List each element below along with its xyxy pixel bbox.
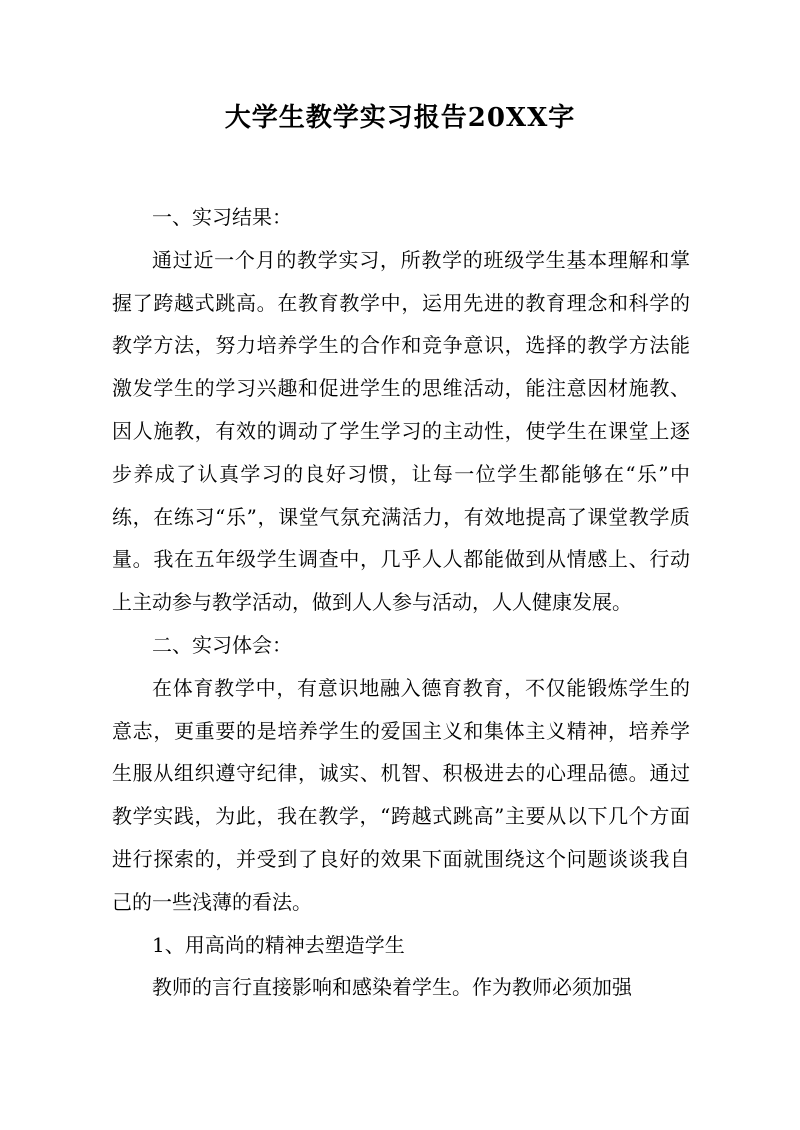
section-heading-reflections: 二、实习体会：	[152, 632, 292, 657]
reflections-paragraph: 在体育教学中，有意识地融入德育教育，不仅能锻炼学生的意志，更重要的是培养学生的爱国主义和集体主义精神，培养学生服从组织遵守纪律，诚实、机智、积极进去的心理品德。通过教学实践，为此，我在教学，“跨越式跳高”主要从以下几个方面进行探索的，并受到了良好的效果下面就围绕这个问题谈谈我自己的一些浅薄的看法。	[112, 675, 690, 914]
results-paragraph: 通过近一个月的教学实习，所教学的班级学生基本理解和掌握了跨越式跳高。在教育教学中，运用先进的教育理念和科学的教学方法，努力培养学生的合作和竞争意识，选择的教学方法能激发学生的学习兴趣和促进学生的思维活动，能注意因材施教、因人施教，有效的调动了学生学习的主动性，使学生在课堂上逐步养成了认真学习的良好习惯，让每一位学生都能够在“乐”中练，在练习“乐”，课堂气氛充满活力，有效地提高了课堂教学质量。我在五年级学生调查中，几乎人人都能做到从情感上、行动上主动参与教学活动，做到人人参与活动，人人健康发展。	[112, 247, 690, 615]
document-title: 大学生教学实习报告20XX字	[224, 103, 576, 133]
document-body	[112, 196, 690, 1009]
section-heading-results: 一、实习结果：	[152, 205, 292, 229]
subheading-shape-students: 1、用高尚的精神去塑造学生	[152, 932, 405, 957]
teacher-paragraph: 教师的言行直接影响和感染着学生。作为教师必须加强	[152, 975, 632, 1000]
